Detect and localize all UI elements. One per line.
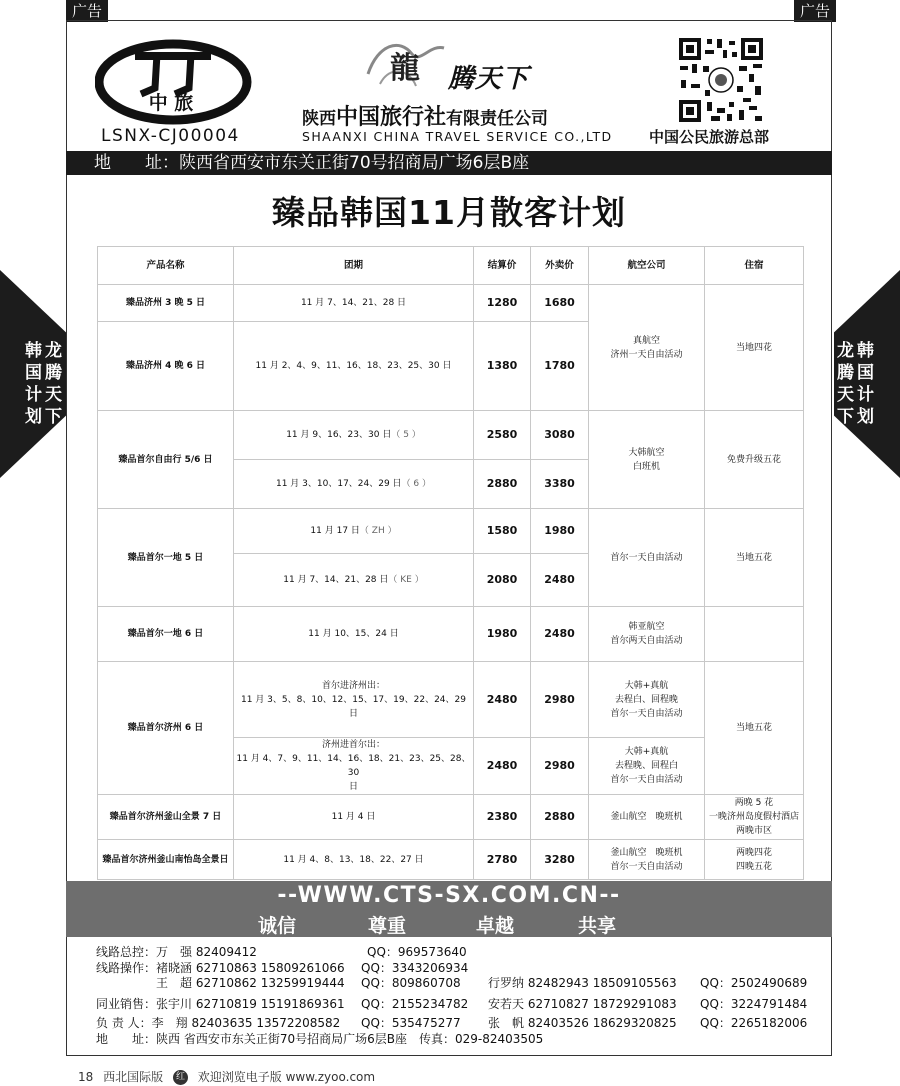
page-title: 臻品韩国11月散客计划 [272, 193, 626, 232]
side-col [24, 340, 43, 428]
cts-logo [95, 36, 255, 128]
tour-dates [234, 554, 474, 607]
retail-price: 3380 [531, 460, 589, 509]
side-text-right [836, 340, 875, 428]
side-char: 国 [25, 363, 42, 383]
table-row [98, 662, 804, 738]
contact-entry: 行罗纳 82482943 18509105563 [488, 976, 677, 990]
retail-price: 1980 [531, 509, 589, 554]
website-band [66, 881, 832, 937]
settle-price: 1380 [474, 322, 531, 411]
contact-entry: 线路操作：褚晓涵 62710863 15809261066 [96, 960, 345, 975]
ad-label-right: 广告 [794, 0, 836, 22]
tour-dates [234, 662, 474, 738]
contact-entry: 安若天 62710827 18729291083 [488, 996, 677, 1011]
footer-link-text[interactable]: 欢迎浏览电子版 www.zyoo.com [197, 1070, 376, 1084]
dates-tag: （ 5 ） [391, 430, 421, 440]
table-row [98, 607, 804, 662]
airline-note: 首尔一天自由活动 [610, 861, 683, 872]
airline-cell [589, 662, 705, 738]
side-char: 国 [857, 363, 874, 383]
dragon-emblem [360, 34, 450, 94]
side-col [836, 340, 855, 428]
side-char: 韩 [25, 341, 42, 361]
retail-price: 1780 [531, 322, 589, 411]
col-header-product: 产品名称 [98, 247, 234, 285]
value-text: 共享 [578, 915, 617, 937]
retail-price: 2980 [531, 662, 589, 738]
hotel-cell [705, 607, 804, 662]
dates-tag: （ KE ） [388, 575, 424, 585]
value-text: 卓越 [476, 915, 515, 937]
side-char: 计 [857, 385, 874, 405]
hotel-cell: 当地五花 [705, 509, 804, 607]
company-prefix: 陕西 [302, 109, 336, 129]
edition-badge: 红 [173, 1070, 188, 1085]
hotel-line: 四晚五花 [735, 861, 772, 872]
hotel-line: 两晚四花 [735, 847, 772, 858]
dates-text: 11 月 3、5、8、10、12、15、17、19、22、24、29 日 [241, 694, 466, 719]
tour-dates [234, 509, 474, 554]
tour-dates: 11 月 4 日 [234, 795, 474, 840]
product-name: 臻品首尔济州釜山南怡岛全景日 [98, 840, 234, 880]
contact-qq: QQ：3224791484 [700, 996, 808, 1011]
brand-slogan: 腾天下 [448, 64, 530, 94]
tour-plan-table [97, 246, 804, 880]
airline: 真航空 [632, 335, 660, 346]
product-name: 臻品首尔一地 5 日 [98, 509, 234, 607]
contact-qq: QQ：2502490689 [700, 976, 808, 990]
settle-price: 2580 [474, 411, 531, 460]
retail-price: 1680 [531, 285, 589, 322]
license-number: LSNX-CJ00004 [101, 126, 240, 146]
side-char: 下 [45, 407, 62, 427]
logo-text: 中 旅 [148, 92, 194, 114]
dates-text: 11 月 7、14、21、28 日 [283, 575, 389, 585]
col-header-dates: 团期 [234, 247, 474, 285]
hotel-cell: 免费升级五花 [705, 411, 804, 509]
airline: 大韩+真航 [624, 680, 669, 691]
address-text: 陕西省西安市东关正街70号招商局广场6层B座 [179, 153, 530, 173]
dates-text: 11 月 9、16、23、30 日 [286, 430, 392, 440]
tour-dates [234, 411, 474, 460]
settle-price: 2480 [474, 738, 531, 795]
contact-qq: QQ：535475277 [361, 1016, 461, 1030]
website-url: --WWW.CTS-SX.COM.CN-- [277, 883, 621, 908]
table-row [98, 840, 804, 880]
contact-entry: 同业销售：张宇川 62710819 15191869361 [96, 996, 345, 1011]
dates-tag: （ ZH ） [359, 526, 397, 536]
hotel-cell [705, 840, 804, 880]
dates-text: 11 月 4、7、9、11、14、16、18、21、23、25、28、30 [236, 754, 471, 778]
dates-text: 11 月 17 日 [310, 526, 360, 536]
airline-note: 济州一天自由活动 [610, 349, 683, 360]
settle-price: 2480 [474, 662, 531, 738]
side-char: 韩 [857, 341, 874, 361]
product-name: 臻品济州 3 晚 5 日 [98, 285, 234, 322]
col-header-airline: 航空公司 [589, 247, 705, 285]
contact-qq: QQ：969573640 [367, 945, 467, 959]
side-col [44, 340, 63, 428]
table-row [98, 795, 804, 840]
retail-price: 3280 [531, 840, 589, 880]
contact-entry: 王 超 62710862 13259919444 [156, 976, 345, 990]
hotel-cell [705, 795, 804, 840]
airline-schedule: 去程白、回程晚 [614, 694, 678, 705]
dates-route: 济州进首尔出： [321, 740, 385, 750]
tour-dates: 11 月 4、8、13、18、22、27 日 [234, 840, 474, 880]
settle-price: 2080 [474, 554, 531, 607]
contact-entry: 线路总控：万 强 82409412 [96, 945, 257, 959]
table-row [98, 411, 804, 460]
edition-name: 西北国际版 [103, 1070, 164, 1084]
airline-note: 白班机 [632, 461, 660, 472]
hotel-line: 一晚济州岛度假村酒店 [708, 812, 799, 822]
side-char: 腾 [45, 363, 62, 383]
settle-price: 2380 [474, 795, 531, 840]
qr-caption: 中国公民旅游总部 [649, 128, 770, 146]
side-char: 下 [837, 407, 854, 427]
airline-cell [589, 607, 705, 662]
contact-qq: QQ：3343206934 [361, 960, 469, 975]
airline-cell [589, 411, 705, 509]
retail-price: 3080 [531, 411, 589, 460]
side-char: 腾 [837, 363, 854, 383]
airline-cell: 首尔一天自由活动 [589, 509, 705, 607]
company-name-en: SHAANXI CHINA TRAVEL SERVICE CO.,LTD [302, 129, 613, 144]
hotel-line: 两晚市区 [735, 826, 772, 836]
contact-qq: QQ：809860708 [361, 976, 461, 990]
airline: 韩亚航空 [628, 622, 665, 632]
dates-tag: （ 6 ） [401, 479, 432, 489]
company-name-cn [302, 100, 548, 131]
airline-cell [589, 285, 705, 411]
side-text-left [24, 340, 63, 428]
address-label: 地 址： [94, 153, 179, 173]
settle-price: 2780 [474, 840, 531, 880]
qr-code [677, 36, 765, 124]
retail-price: 2880 [531, 795, 589, 840]
ad-label-left: 广告 [66, 0, 108, 22]
col-header-hotel: 住宿 [705, 247, 804, 285]
page-number: 18 [78, 1070, 94, 1084]
tour-dates [234, 460, 474, 509]
side-char: 划 [25, 407, 42, 427]
svg-text:龍: 龍 [390, 51, 420, 86]
airline-cell: 釜山航空 晚班机 [589, 795, 705, 840]
company-suffix: 有限责任公司 [446, 109, 549, 129]
col-header-retail: 外卖价 [531, 247, 589, 285]
dates-text: 11 月 3、10、17、24、29 日 [275, 479, 402, 489]
col-header-settle: 结算价 [474, 247, 531, 285]
product-name: 臻品首尔济州釜山全景 7 日 [98, 795, 234, 840]
contact-address: 地 址：陕西 省西安市东关正街70号招商局广场6层B座 传真：029-82403505 [96, 1031, 544, 1046]
side-char: 划 [857, 407, 874, 427]
page-footer [78, 1068, 375, 1085]
hotel-cell: 当地四花 [705, 285, 804, 411]
table-row [98, 509, 804, 554]
settle-price: 1580 [474, 509, 531, 554]
airline-note: 首尔两天自由活动 [610, 636, 683, 646]
retail-price: 2480 [531, 554, 589, 607]
airline-schedule: 去程晚、回程白 [614, 761, 678, 771]
settle-price: 1980 [474, 607, 531, 662]
contact-entry: 负 责 人：李 翔 82403635 13572208582 [96, 1016, 341, 1030]
table-row [98, 285, 804, 322]
airline: 釜山航空 晚班机 [610, 847, 683, 858]
contact-entry: 张 帆 82403526 18629320825 [488, 1016, 677, 1030]
tour-dates [234, 738, 474, 795]
airline-cell [589, 738, 705, 795]
airline: 大韩+真航 [624, 747, 669, 757]
retail-price: 2980 [531, 738, 589, 795]
contact-qq: QQ：2155234782 [361, 996, 469, 1011]
dates-route: 首尔进济州出： [321, 680, 385, 691]
product-name: 臻品首尔一地 6 日 [98, 607, 234, 662]
airline-note: 首尔一天自由活动 [610, 775, 683, 785]
side-char: 天 [837, 385, 854, 405]
airline-cell [589, 840, 705, 880]
contact-qq: QQ：2265182006 [700, 1016, 808, 1030]
airline: 大韩航空 [628, 447, 665, 458]
settle-price: 1280 [474, 285, 531, 322]
product-name: 臻品济州 4 晚 6 日 [98, 322, 234, 411]
side-char: 龙 [837, 341, 854, 361]
product-name: 臻品首尔济州 6 日 [98, 662, 234, 795]
airline-note: 首尔一天自由活动 [610, 708, 683, 719]
company-main: 中国旅行社 [336, 104, 447, 130]
hotel-line: 两晚 5 花 [734, 798, 774, 808]
dates-text-cont: 日 [348, 782, 358, 792]
table-header-row [98, 247, 804, 285]
value-text: 诚信 [258, 915, 297, 937]
tour-dates: 11 月 10、15、24 日 [234, 607, 474, 662]
retail-price: 2480 [531, 607, 589, 662]
side-col [856, 340, 875, 428]
address-bar [66, 151, 832, 175]
tour-dates: 11 月 2、4、9、11、16、18、23、25、30 日 [234, 322, 474, 411]
side-char: 龙 [45, 341, 62, 361]
value-text: 尊重 [368, 915, 407, 937]
side-char: 计 [25, 385, 42, 405]
side-char: 天 [45, 385, 62, 405]
hotel-cell: 当地五花 [705, 662, 804, 795]
settle-price: 2880 [474, 460, 531, 509]
product-name: 臻品首尔自由行 5/6 日 [98, 411, 234, 509]
tour-dates: 11 月 7、14、21、28 日 [234, 285, 474, 322]
